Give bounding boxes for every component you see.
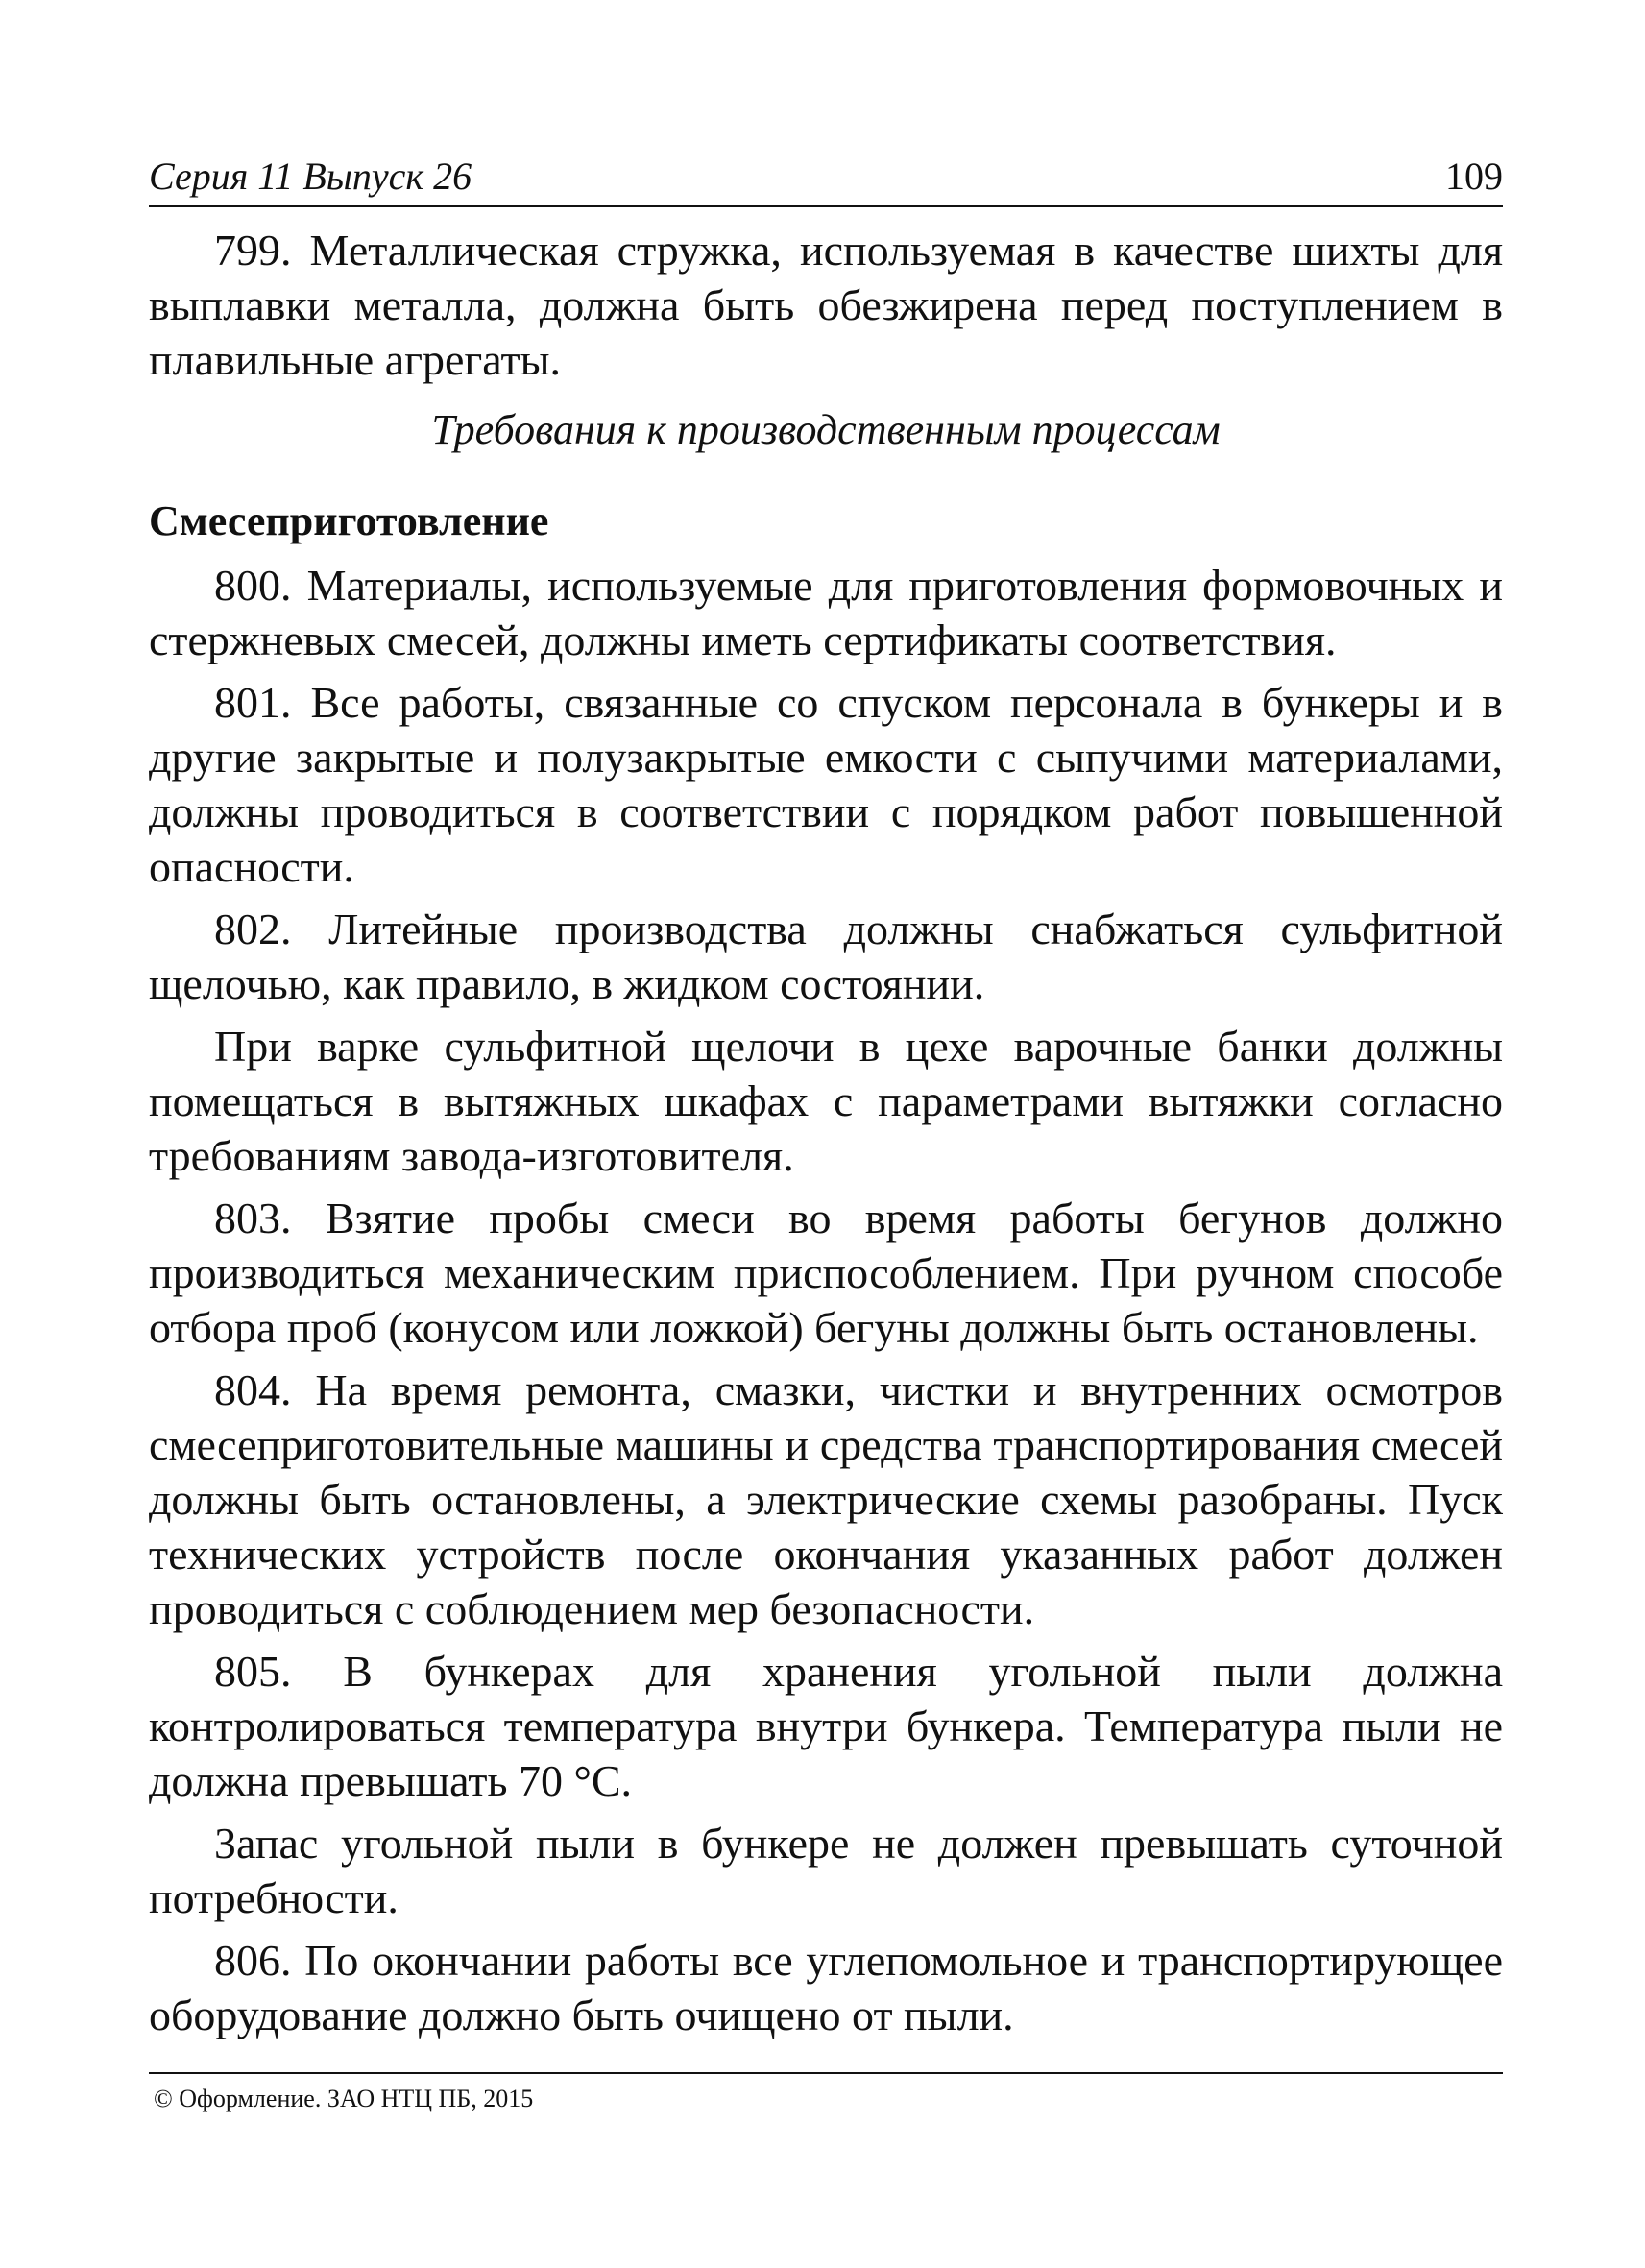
paragraph-802-continued: При варке сульфитной щелочи в цехе варочные банки должны помещаться в вытяжных шкафах с параметрами вытяжки согласно требованиям завода-изготовителя. [149, 1022, 1503, 1180]
paragraph-802: 802. Литейные производства должны снабжаться сульфитной щелочью, как правило, в жидком состоянии. [149, 905, 1503, 1008]
series-label: Серия 11 Выпуск 26 [149, 155, 472, 198]
footer-rule [149, 2072, 1503, 2074]
section-title: Требования к производственным процессам [431, 406, 1221, 453]
paragraph-800: 800. Материалы, используемые для приготовления формовочных и стержневых смесей, должны иметь сертификаты соответствия. [149, 561, 1503, 664]
paragraph-805: 805. В бункерах для хранения угольной пыли должна контролироваться температура внутри бункера. Температура пыли не должна превышать 70 °С. [149, 1647, 1503, 1805]
paragraph-806: 806. По окончании работы все углепомольное и транспортирующее оборудование должно быть очищено от пыли. [149, 1936, 1503, 2039]
paragraph-799: 799. Металлическая стружка, используемая в качестве шихты для выплавки металла, должна быть обезжирена перед поступлением в плавильные агрегаты. [149, 226, 1503, 384]
paragraph-801: 801. Все работы, связанные со спуском персонала в бункеры и в другие закрытые и полузакрытые емкости с сыпучими материалами, должны проводиться в соответствии с порядком работ повышенной опасности. [149, 678, 1503, 891]
page-number: 109 [1445, 155, 1503, 198]
page-content [149, 223, 1503, 2050]
running-header [149, 152, 1503, 207]
paragraph-805-continued: Запас угольной пыли в бункере не должен превышать суточной потребности. [149, 1819, 1503, 1922]
paragraph-803: 803. Взятие пробы смеси во время работы бегунов должно производиться механическим приспособлением. При ручном способе отбора проб (конусом или ложкой) бегуны должны быть остановлены. [149, 1194, 1503, 1352]
subsection-title: Смесеприготовление [149, 497, 549, 544]
paragraph-804: 804. На время ремонта, смазки, чистки и внутренних осмотров смесеприготовительные машины и средства транспортирования смесей должны быть остановлены, а электрические схемы разобраны. Пуск технических устройств после окончания указанных работ должен проводиться с соблюдением мер безопасности. [149, 1365, 1503, 1633]
copyright-footer: © Оформление. ЗАО НТЦ ПБ, 2015 [154, 2085, 534, 2112]
